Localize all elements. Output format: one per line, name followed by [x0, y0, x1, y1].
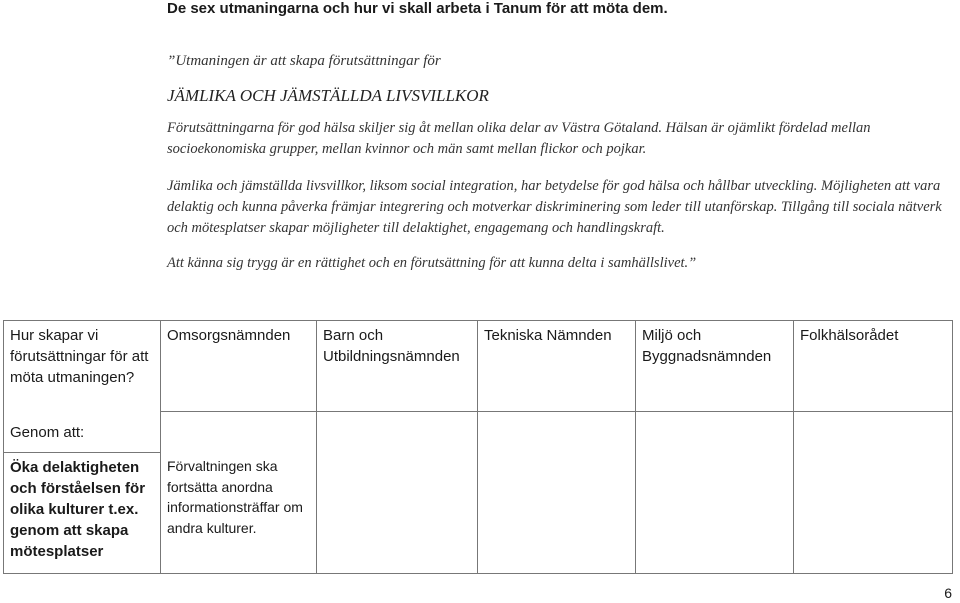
document-heading: De sex utmaningarna och hur vi skall arbeta i Tanum för att möta dem.	[167, 0, 668, 17]
table-header-row	[4, 321, 953, 412]
row-cell-miljo-bygg	[636, 452, 794, 573]
header-cell-omsorg: Omsorgsnämnden	[161, 321, 317, 412]
header-cell-folkhalsoradet: Folkhälsorådet	[794, 321, 953, 412]
empty-cell	[161, 412, 317, 453]
header-cell-miljo-bygg: Miljö och Byggnadsnämnden	[636, 321, 794, 412]
empty-cell	[317, 412, 478, 453]
row-cell-folkhalsoradet	[794, 452, 953, 573]
empty-cell	[478, 412, 636, 453]
row-label-cell: Öka delaktigheten och förståelsen för olika kulturer t.ex. genom att skapa mötesplatser	[4, 452, 161, 573]
empty-cell	[636, 412, 794, 453]
header-cell-tekniska: Tekniska Nämnden	[478, 321, 636, 412]
empty-cell	[794, 412, 953, 453]
page-number: 6	[944, 585, 952, 601]
intro-line: ”Utmaningen är att skapa förutsättningar för	[167, 53, 441, 69]
table-row-genom	[4, 412, 953, 453]
paragraph-health-distribution: Förutsättningarna för god hälsa skiljer sig åt mellan olika delar av Västra Götaland. Hälsan är ojämlikt fördelad mellan socioekonomiska grupper, mellan kvinnor och män samt mellan flickor och pojkar.	[167, 120, 871, 157]
paragraph-living-conditions: Jämlika och jämställda livsvillkor, liksom social integration, har betydelse för god hälsa och hållbar utveckling. Möjligheten att vara delaktig och kunna påverka främjar integrering och motverkar diskriminering som leder till utanförskap. Tillgång till sociala nätverk och mötesplatser skapar möjligheter till delaktighet, engagemang och handlingskraft.	[167, 178, 942, 236]
header-cell-question: Hur skapar vi förutsättningar för att möta utmaningen?	[4, 321, 161, 412]
row-cell-omsorg: Förvaltningen ska fortsätta anordna informationsträffar om andra kulturer.	[161, 452, 317, 573]
row-cell-barn-utbildning	[317, 452, 478, 573]
header-cell-barn-utbildning: Barn och Utbildningsnämnden	[317, 321, 478, 412]
paragraph-safety: Att känna sig trygg är en rättighet och en förutsättning för att kunna delta i samhällslivet.”	[167, 255, 697, 271]
row-cell-tekniska	[478, 452, 636, 573]
table-row	[4, 452, 953, 573]
action-table	[3, 320, 953, 574]
challenge-title: JÄMLIKA OCH JÄMSTÄLLDA LIVSVILLKOR	[167, 86, 489, 105]
genom-label-cell: Genom att:	[4, 412, 161, 453]
